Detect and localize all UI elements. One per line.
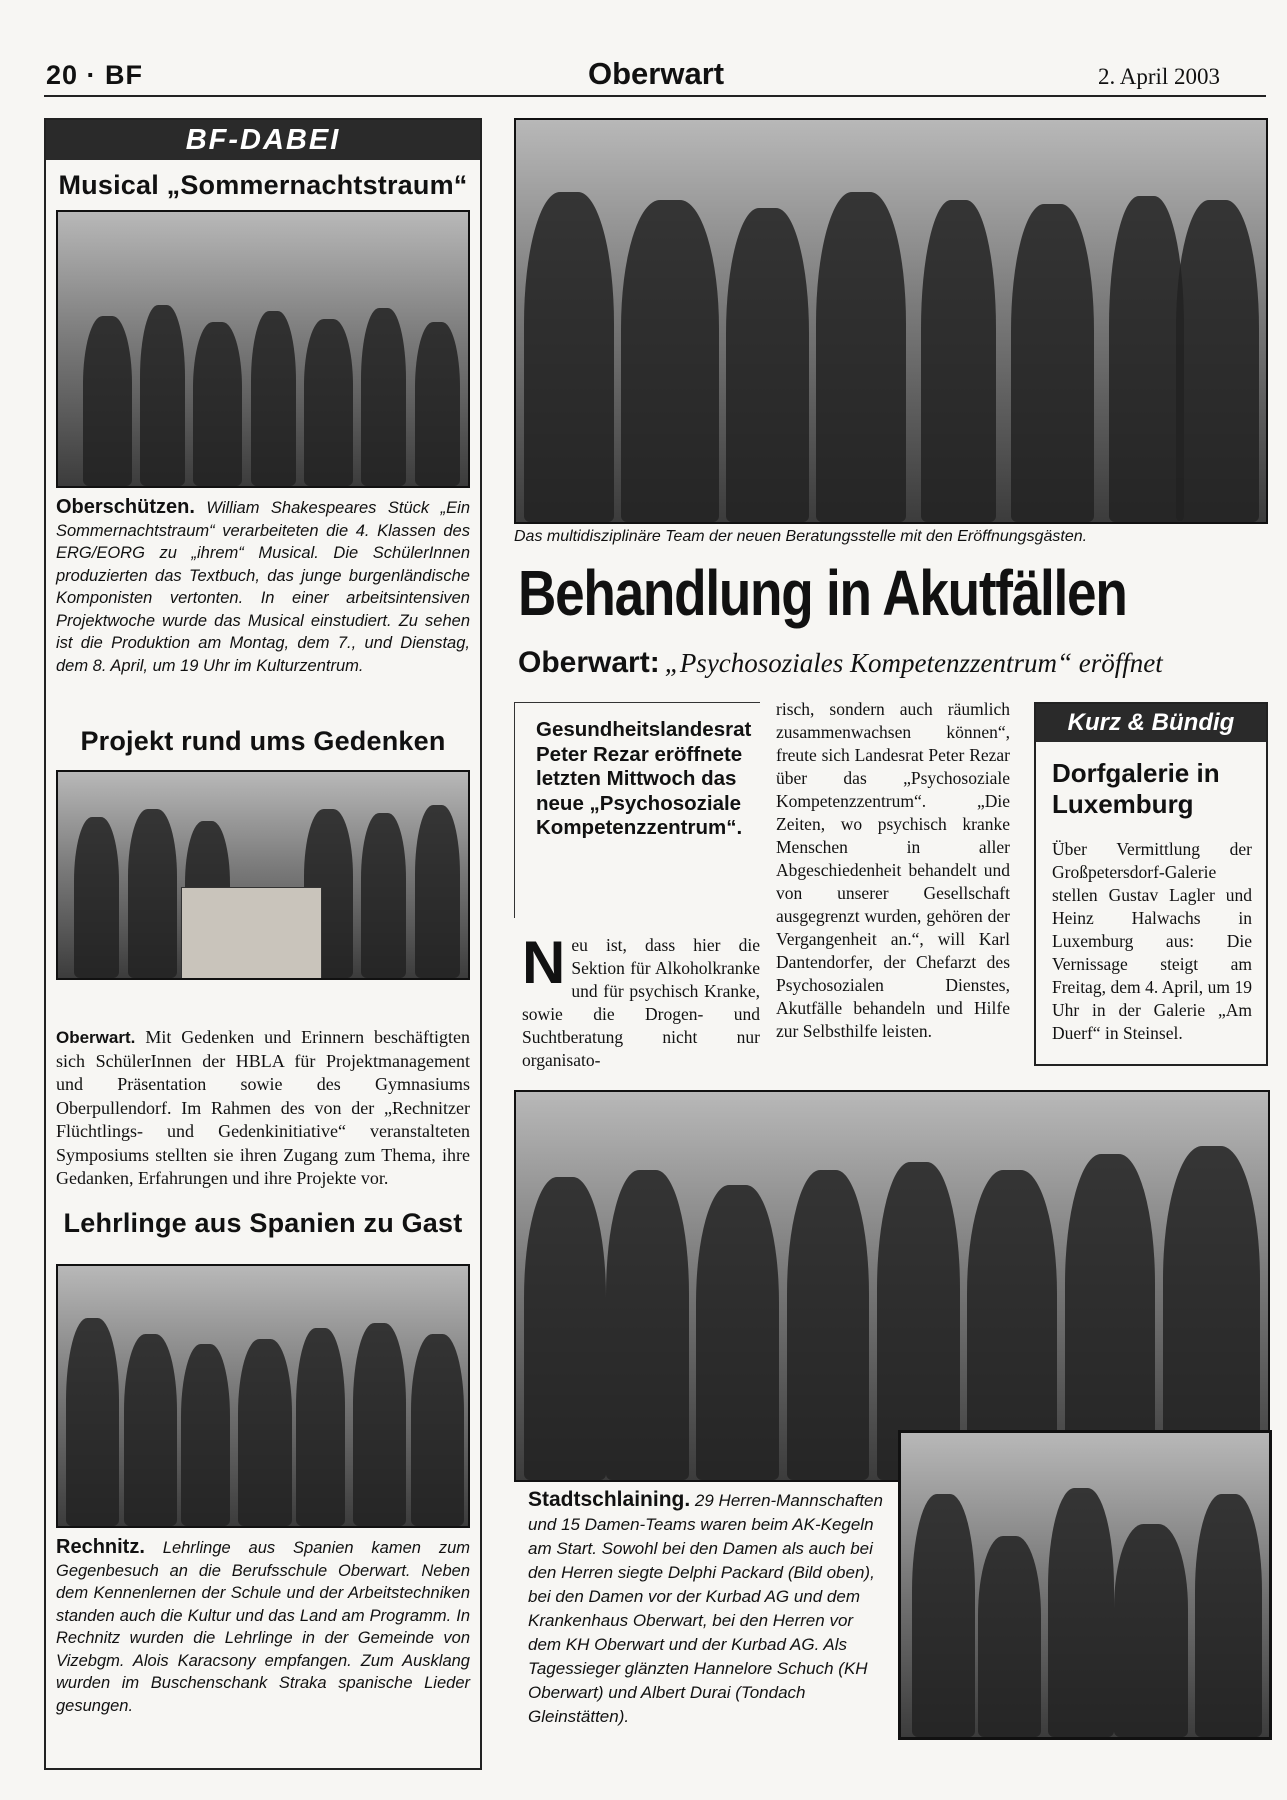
story2-body: Mit Gedenken und Erinnern beschäftigten sich SchülerInnen der HBLA für Projektmanagement und Präsentation sowie des Gymnasiums Oberpullendorf. Im Rahmen des von der „Rechnitzer Flüchtlings- und Gedenkinitiative“ veranstalteten Symposiums stellten sie ihren Zugang zum Thema, ihre Gedanken, Erfahrungen und ihre Projekte vor. bbox=[56, 1027, 471, 1188]
headline: Behandlung in Akutfällen bbox=[518, 557, 1127, 629]
story2-title: Projekt rund ums Gedenken bbox=[80, 726, 446, 756]
article-col2: risch, sondern auch räumlich zusammenwachsen können“, freute sich Landesrat Peter Rezar über das „Psychosoziale Kompetenzzentrum“. „Die Zeiten, wo psychisch kranke Menschen in aller Abgeschiedenheit behandelt und von unserer Gesellschaft ausgegrenzt wurden, gehören der Vergangenheit an.“, will Karl Dantendorfer, der Chefarzt des Psychosozialen Dienstes, Akutfälle behandeln und Hilfe zur Selbsthilfe leisten. bbox=[776, 699, 1010, 1041]
story1-text bbox=[56, 496, 470, 677]
story2-text bbox=[56, 1026, 470, 1191]
section-title: Oberwart bbox=[588, 56, 725, 91]
kurz-text: Über Vermittlung der Großpetersdorf-Galerie stellen Gustav Lagler und Heinz Halwachs in Luxemburg aus: Die Vernissage steigt am Freitag, dem 4. April, um 19 Uhr in der Galerie „Am Duerf“ in Steinsel. bbox=[1052, 839, 1252, 1043]
story1-body: William Shakespeares Stück „Ein Sommernachtstraum“ verarbeiteten die 4. Klassen des ERG/EORG zu „ihrem“ Musical. Die SchülerInnen produzierten das Textbuch, das junge burgenländische Komponisten vertonten. In einer arbeitsintensiven Projektwoche wurde das Musical einstudiert. Zu sehen ist die Produktion am Montag, dem 7., und Dienstag, dem 8. April, um 19 Uhr im Kulturzentrum. bbox=[56, 499, 470, 675]
article-lead: Gesundheitslandesrat Peter Rezar eröffnete letzten Mittwoch das neue „Psychosoziale Kompetenzzentrum“. bbox=[536, 718, 752, 839]
sport-text bbox=[528, 1488, 884, 1729]
kurz-box bbox=[1034, 702, 1268, 1066]
story1-lead: Oberschützen. bbox=[56, 496, 195, 518]
story3-title: Lehrlinge aus Spanien zu Gast bbox=[63, 1208, 463, 1238]
subhead-text: „Psychosoziales Kompetenzzentrum“ eröffnet bbox=[664, 648, 1163, 678]
story2-lead: Oberwart. bbox=[56, 1028, 136, 1047]
spanien-photo bbox=[56, 1264, 470, 1528]
subhead-place: Oberwart: bbox=[518, 646, 660, 679]
main-photo bbox=[514, 118, 1268, 524]
sport-lead: Stadtschlaining. bbox=[528, 1488, 691, 1511]
lead-rule bbox=[514, 702, 760, 703]
story3-lead: Rechnitz. bbox=[56, 1536, 145, 1558]
header-rule bbox=[44, 95, 1266, 97]
musical-photo bbox=[56, 210, 470, 488]
story3-body: Lehrlinge aus Spanien kamen zum Gegenbesuch an die Berufsschule Oberwart. Neben dem Kennenlernen der Schule und der Arbeitstechniken standen auch die Kultur und das Land am Programm. In Rechnitz wurden die Lehrlinge in der Gemeinde von Vizebgm. Alois Karacsony empfangen. Zum Ausklang wurden im Buschenschank Straka spanische Lieder gesungen. bbox=[56, 1539, 470, 1715]
main-photo-caption: Das multidisziplinäre Team der neuen Beratungsstelle mit den Eröffnungsgästen. bbox=[514, 528, 1088, 545]
subhead bbox=[518, 646, 1163, 680]
lead-vrule bbox=[514, 702, 515, 918]
page-number: 20 · BF bbox=[46, 60, 144, 90]
kegeln-photo bbox=[514, 1090, 1270, 1482]
article-col1-text: eu ist, dass hier die Sektion für Alkoholkranke und für psychisch Kranke, sowie die Drogen- und Suchtberatung nicht nur organisato- bbox=[522, 935, 760, 1070]
story1-title: Musical „Sommernachtstraum“ bbox=[58, 170, 468, 200]
kurz-title: Dorfgalerie in Luxemburg bbox=[1052, 758, 1220, 819]
tagessieger-photo bbox=[898, 1430, 1272, 1740]
sidebar-banner: BF-DABEI bbox=[46, 120, 480, 160]
kurz-banner: Kurz & Bündig bbox=[1036, 704, 1266, 742]
gedenken-photo bbox=[56, 770, 470, 980]
article-col1 bbox=[522, 929, 760, 1072]
dropcap: N bbox=[522, 929, 566, 996]
sport-body: 29 Herren-Mannschaften und 15 Damen-Teams waren beim AK-Kegeln am Start. Sowohl bei den Damen als auch bei den Herren siegte Delphi Packard (Bild oben), bei den Damen vor der Kurbad AG und dem Krankenhaus Oberwart, bei den Herren vor dem KH Oberwart und der Kurbad AG. Als Tagessieger glänzten Hannelore Schuch (KH Oberwart) und Albert Durai (Tondach Gleinstätten). bbox=[528, 1491, 883, 1726]
story3-text bbox=[56, 1536, 470, 1717]
issue-date: 2. April 2003 bbox=[1098, 64, 1221, 89]
sidebar-box bbox=[44, 118, 482, 1770]
